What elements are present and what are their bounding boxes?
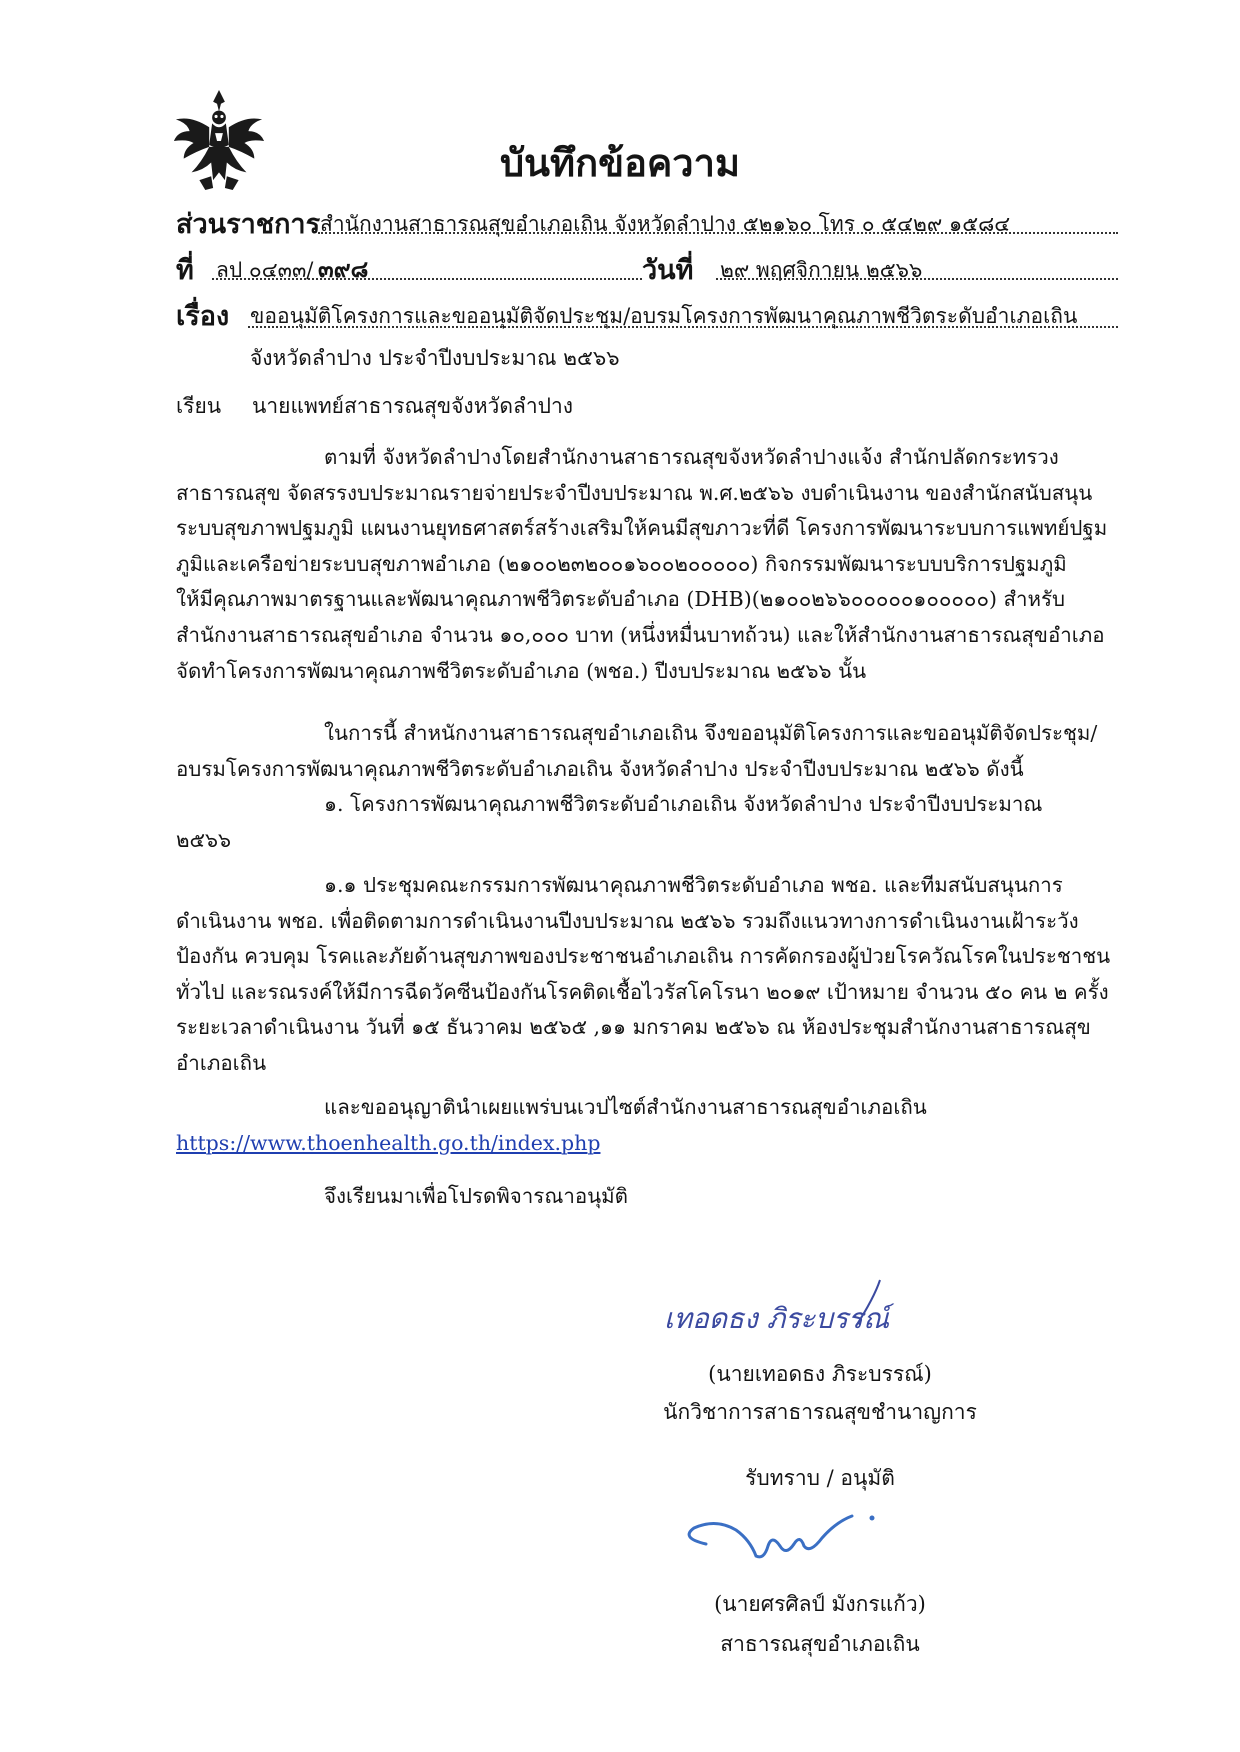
closing-line: จึงเรียนมาเพื่อโปรดพิจารณาอนุมัติ (324, 1184, 628, 1208)
agency-value: สำนักงานสาธารณสุขอำเภอเถิน จังหวัดลำปาง ๕๒๑๖๐ โทร ๐ ๕๔๒๙ ๑๕๘๔ (320, 212, 1011, 236)
text-line: ให้มีคุณภาพมาตรฐานและพัฒนาคุณภาพชีวิตระดับอำเภอ (DHB)(๒๑๐๐๒๖๖๐๐๐๐๐๑๐๐๐๐๐) สำหรับ (176, 587, 1066, 612)
first-signature (660, 1272, 900, 1352)
text-line: ในการนี้ สำหนักงานสาธารณสุขอำเภอเถิน จึงขออนุมัติโครงการและขออนุมัติจัดประชุม/ (324, 721, 1098, 745)
agency-dotted-line (318, 232, 1118, 234)
first-signature-text: เทอดธง ภิระบรรณ์ (664, 1302, 890, 1335)
text-line: สำนักงานสาธารณสุขอำเภอ จำนวน ๑๐,๐๐๐ บาท (หนึ่งหมื่นบาทถ้วน) และให้สำนักงานสาธารณสุขอำเภอ (176, 622, 1105, 647)
salutation-recipient: นายแพทย์สาธารณสุขจังหวัดลำปาง (252, 394, 573, 418)
subject-dotted-line (248, 326, 1118, 328)
text-line: ๑.๑ ประชุมคณะกรรมการพัฒนาคุณภาพชีวิตระดับอำเภอ พชอ. และทีมสนับสนุนการ (324, 873, 1063, 897)
reference-dotted-line (212, 278, 642, 280)
acknowledge-text: รับทราบ / อนุมัติ (745, 1466, 895, 1490)
date-dotted-line (716, 278, 1118, 280)
subject-label: เรื่อง (176, 301, 230, 332)
agency-label: ส่วนราชการ (176, 209, 321, 240)
text-line: ป้องกัน ควบคุม โรคและภัยด้านสุขภาพของประชาชนอำเภอเถิน การคัดกรองผู้ป่วยโรควัณโรคในประชาชน (176, 944, 1111, 969)
paragraph-activity (176, 868, 1120, 1082)
text-line: ระยะเวลาดำเนินงาน วันที่ ๑๕ ธันวาคม ๒๕๖๕ ,๑๑ มกราคม ๒๕๖๖ ณ ห้องประชุมสำนักงานสาธารณสุข (176, 1015, 1091, 1040)
text-line: ดำเนินงาน พชอ. เพื่อติดตามการดำเนินงานปีงบประมาณ ๒๕๖๖ รวมถึงแนวทางการดำเนินงานเฝ้าระวัง (176, 908, 1079, 933)
first-signer-name: (นายเทอดธง ภิระบรรณ์) (708, 1362, 932, 1386)
text-line: ทั่วไป และรณรงค์ให้มีการฉีดวัคซีนป้องกันโรคติดเชื้อไวรัสโคโรนา ๒๐๑๙ เป้าหมาย จำนวน ๕๐ คน ๒ ครั้ง (176, 979, 1109, 1004)
reference-number: ๓๙๘ (318, 256, 369, 283)
second-signature (676, 1498, 896, 1578)
text-line: อำเภอเถิน (176, 1050, 267, 1075)
text-line: อบรมโครงการพัฒนาคุณภาพชีวิตระดับอำเภอเถิน จังหวัดลำปาง ประจำปีงบประมาณ ๒๕๖๖ ดังนี้ (176, 756, 1024, 781)
second-signer-position: สาธารณสุขอำเภอเถิน (720, 1632, 920, 1656)
second-signer-name: (นายศรศิลป์ มังกรแก้ว) (714, 1592, 926, 1616)
text-line: ๑. โครงการพัฒนาคุณภาพชีวิตระดับอำเภอเถิน จังหวัดลำปาง ประจำปีงบประมาณ (324, 792, 1043, 817)
paragraph-publish (176, 1090, 1120, 1161)
date-value: ๒๙ พฤศจิกายน ๒๕๖๖ (720, 258, 923, 282)
first-signer-position: นักวิชาการสาธารณสุขชำนาญการ (663, 1400, 977, 1424)
subject-line-2: จังหวัดลำปาง ประจำปีงบประมาณ ๒๕๖๖ (250, 346, 620, 370)
document-title: บันทึกข้อความ (499, 140, 741, 185)
paragraph-background (176, 440, 1120, 689)
text-line: จัดทำโครงการพัฒนาคุณภาพชีวิตระดับอำเภอ (พชอ.) ปีงบประมาณ ๒๕๖๖ นั้น (176, 658, 867, 683)
text-line: ภูมิและเครือข่ายระบบสุขภาพอำเภอ (๒๑๐๐๒๓๒๐๐๑๖๐๐๒๐๐๐๐๐) กิจกรรมพัฒนาระบบบริการปฐมภูมิ (176, 551, 1067, 576)
date-label: วันที่ (642, 255, 694, 286)
text-line: และขออนุญาตินำเผยแพร่บนเวปไซต์สำนักงานสาธารณสุขอำเภอเถิน (324, 1095, 927, 1119)
subject-line-1: ขออนุมัติโครงการและขออนุมัติจัดประชุม/อบรมโครงการพัฒนาคุณภาพชีวิตระดับอำเภอเถิน (250, 304, 1078, 328)
text-line: ระบบสุขภาพปฐมภูมิ แผนงานยุทธศาสตร์สร้างเสริมให้คนมีสุขภาวะที่ดี โครงการพัฒนาระบบการแพทย์ปฐม (176, 516, 1108, 541)
reference-label: ที่ (176, 255, 194, 286)
paragraph-request (176, 716, 1120, 858)
reference-prefix: ลป ๐๔๓๓/ (216, 258, 314, 282)
text-line: ๒๕๖๖ (176, 827, 232, 852)
text-line: ตามที่ จังหวัดลำปางโดยสำนักงานสาธารณสุขจังหวัดลำปางแจ้ง สำนักปลัดกระทรวง (324, 445, 1059, 469)
salutation-label: เรียน (176, 394, 222, 418)
text-line: สาธารณสุข จัดสรรงบประมาณรายจ่ายประจำปีงบประมาณ พ.ศ.๒๕๖๖ งบดำเนินงาน ของสำนักสนับสนุน (176, 480, 1093, 505)
website-link[interactable]: https://www.thoenhealth.go.th/index.php (176, 1130, 601, 1155)
